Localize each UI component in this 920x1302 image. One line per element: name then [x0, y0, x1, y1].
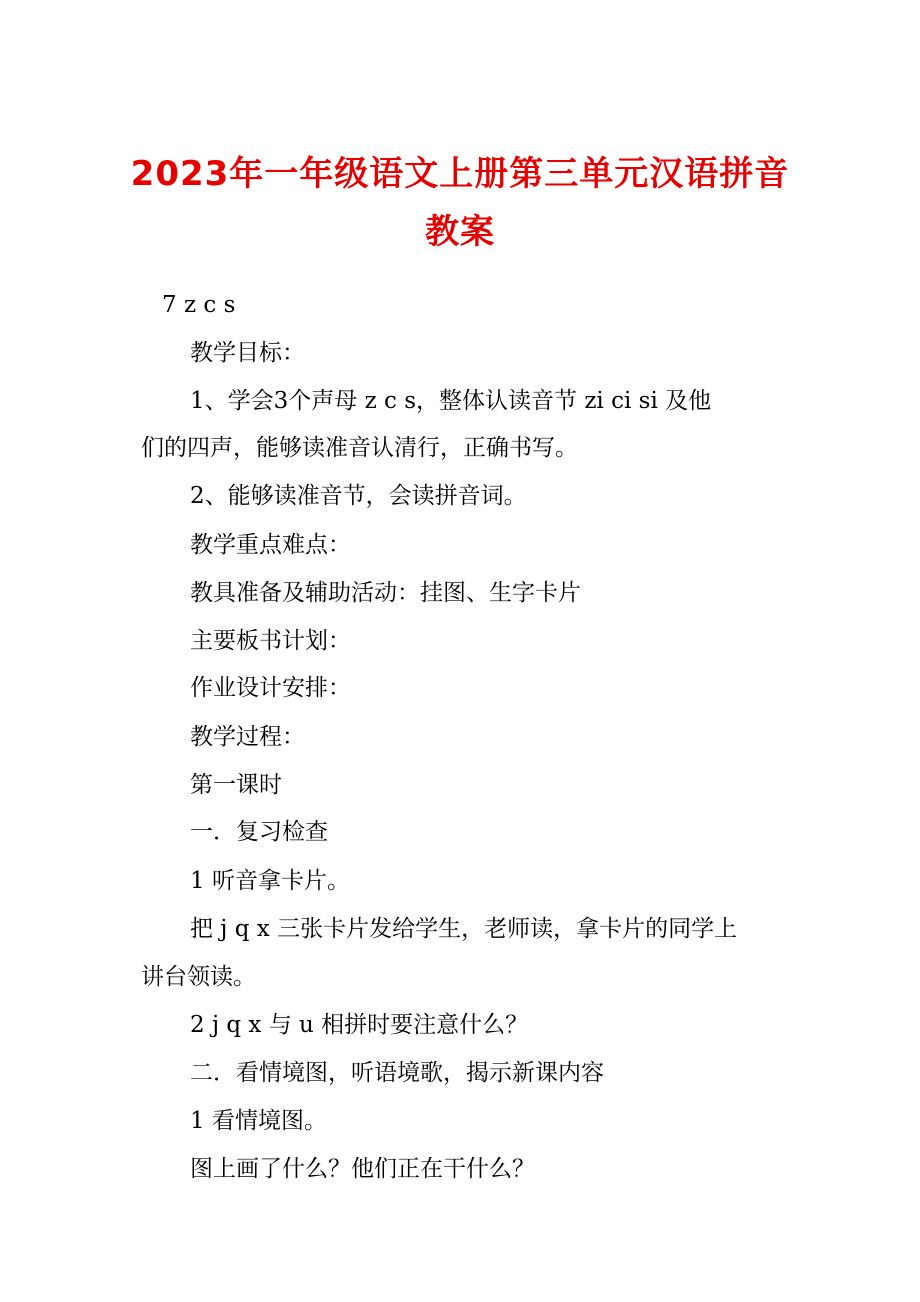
- paragraph-picture-step-1: 1 看情境图。: [190, 1108, 327, 1134]
- document-title-line-1: 2023年一年级语文上册第三单元汉语拼音: [130, 154, 790, 194]
- paragraph-process-label: 教学过程：: [190, 724, 305, 750]
- lesson-heading: 7 z c s: [162, 292, 236, 318]
- paragraph-goal-1-continued: 们的四声，能够读准音认清行，正确书写。: [141, 435, 578, 461]
- paragraph-review-instructions: 把 j q x 三张卡片发给学生，老师读，拿卡片的同学上: [190, 916, 738, 942]
- paragraph-review-step-2: 2 j q x 与 u 相拼时要注意什么？: [190, 1012, 529, 1038]
- paragraph-first-lesson: 第一课时: [190, 772, 282, 798]
- paragraph-board-plan-label: 主要板书计划：: [190, 628, 351, 654]
- paragraph-goal-1: 1、学会3个声母 z c s，整体认读音节 zi ci si 及他: [190, 388, 712, 414]
- paragraph-section-picture: 二．看情境图，听语境歌，揭示新课内容: [190, 1060, 604, 1086]
- paragraph-review-instructions-continued: 讲台领读。: [141, 964, 256, 990]
- paragraph-review-step-1: 1 听音拿卡片。: [190, 868, 350, 894]
- paragraph-teaching-aids: 教具准备及辅助活动：挂图、生字卡片: [190, 580, 581, 606]
- paragraph-section-review: 一．复习检查: [190, 819, 328, 845]
- paragraph-key-points-label: 教学重点难点：: [190, 532, 351, 558]
- paragraph-goal-2: 2、能够读准音节，会读拼音词。: [190, 483, 527, 509]
- paragraph-teaching-goals-label: 教学目标：: [190, 340, 305, 366]
- document-title-line-2: 教案: [425, 212, 495, 252]
- paragraph-homework-label: 作业设计安排：: [190, 675, 351, 701]
- paragraph-picture-question: 图上画了什么？他们正在干什么？: [190, 1156, 535, 1182]
